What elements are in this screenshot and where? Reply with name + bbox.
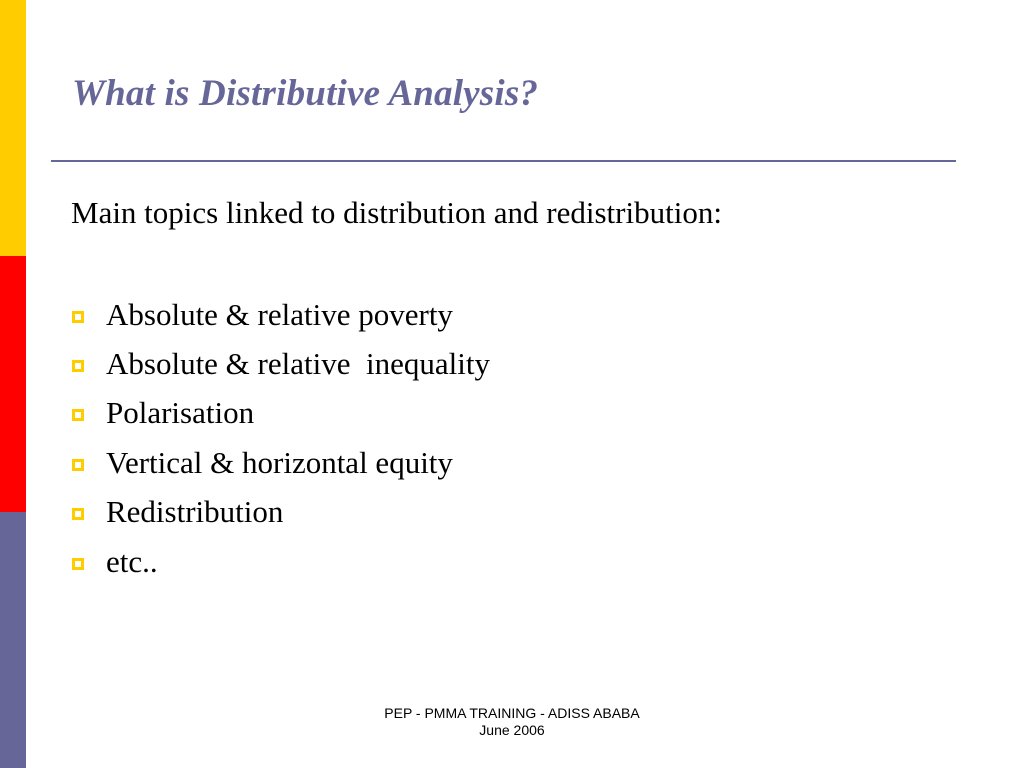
list-item xyxy=(72,389,490,438)
list-item xyxy=(72,537,490,586)
list-item-text: Polarisation xyxy=(106,395,255,431)
footer-line-date: June 2006 xyxy=(479,722,545,738)
side-stripe-blue xyxy=(0,512,26,768)
list-item-text: Vertical & horizontal equity xyxy=(106,444,453,480)
side-stripe-red xyxy=(0,256,26,512)
square-bullet-icon xyxy=(72,360,84,372)
list-item xyxy=(72,438,490,487)
side-stripe-yellow xyxy=(0,0,26,256)
square-bullet-icon xyxy=(72,508,84,520)
list-item-text: etc.. xyxy=(106,543,158,579)
footer-line-event: PEP - PMMA TRAINING - ADISS ABABA xyxy=(384,705,640,721)
list-item xyxy=(72,339,490,388)
list-item-text: Absolute & relative inequality xyxy=(106,346,490,382)
square-bullet-icon xyxy=(72,459,84,471)
list-item xyxy=(72,290,490,339)
intro-text: Main topics linked to distribution and redistribution: xyxy=(71,195,722,230)
list-item-text: Redistribution xyxy=(106,494,284,530)
slide-footer xyxy=(362,705,662,739)
square-bullet-icon xyxy=(72,558,84,570)
slide-title: What is Distributive Analysis? xyxy=(72,73,539,114)
list-item-text: Absolute & relative poverty xyxy=(106,296,453,332)
list-item xyxy=(72,488,490,537)
topic-list xyxy=(72,290,490,586)
title-divider xyxy=(51,160,956,162)
square-bullet-icon xyxy=(72,311,84,323)
square-bullet-icon xyxy=(72,409,84,421)
